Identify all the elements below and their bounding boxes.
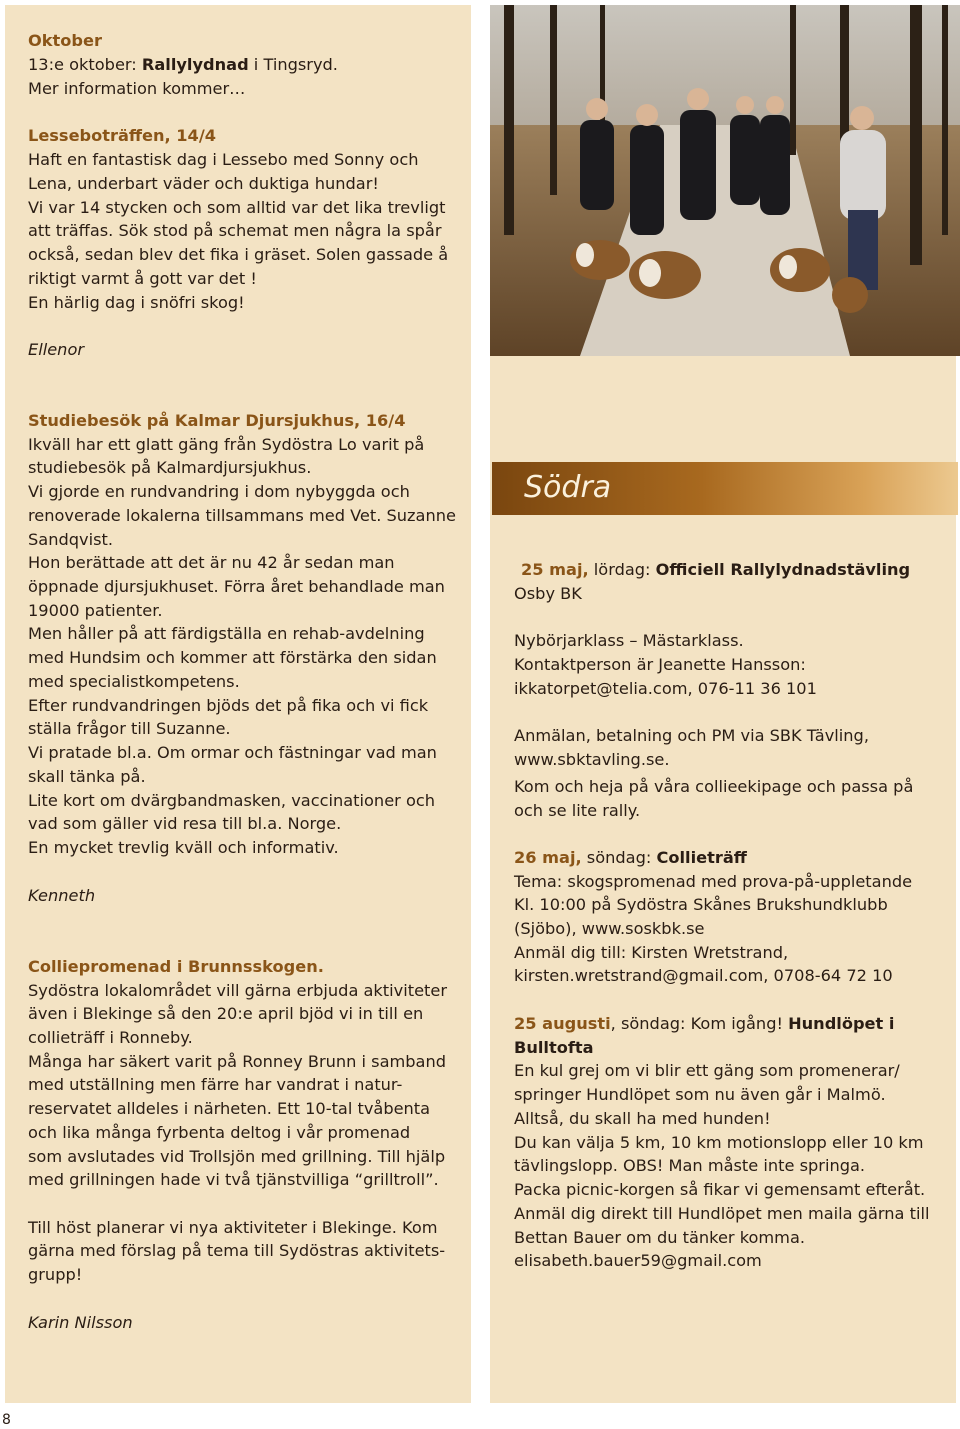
sodra-event3-line: elisabeth.bauer59@gmail.com <box>514 1251 762 1270</box>
kalmar-line: skall tänka på. <box>28 767 146 786</box>
oktober-line-2: Mer information kommer… <box>28 79 246 98</box>
brunn-line: collieträff i Ronneby. <box>28 1028 193 1047</box>
sodra-event2-day: söndag: <box>581 848 657 867</box>
oktober-line-1-bold: Rallylydnad <box>141 55 249 74</box>
lessebo-line: Lena, underbart väder och duktiga hundar! <box>28 174 379 193</box>
sodra-event1-line: Kontaktperson är Jeanette Hansson: <box>514 655 806 674</box>
brunn-line: grupp! <box>28 1265 83 1284</box>
brunn-line: och lika många fyrbenta deltog i vår promenad <box>28 1123 411 1142</box>
kalmar-line: Vi pratade bl.a. Om ormar och fästningar vad man <box>28 743 437 762</box>
sodra-event1-line: Nybörjarklass – Mästarklass. <box>514 631 744 650</box>
kalmar-line: ställa frågor till Suzanne. <box>28 719 231 738</box>
sodra-event1-line: ikkatorpet@telia.com, 076-11 36 101 <box>514 679 817 698</box>
sodra-event1-line: och se lite rally. <box>514 801 641 820</box>
kalmar-line: vad som gäller vid resa till bl.a. Norge. <box>28 814 342 833</box>
kalmar-line: med Hundsim och kommer att förstärka den sidan <box>28 648 437 667</box>
brunn-line: reservatet alldeles i närheten. Ett 10-tal tvåbenta <box>28 1099 431 1118</box>
oktober-heading: Oktober <box>28 31 102 50</box>
lessebo-line: att träffas. Sök stod på schemat men några la spår <box>28 221 442 240</box>
sodra-event3-line: Anmäl dig direkt till Hundlöpet men maila gärna till <box>514 1204 930 1223</box>
brunn-line: gärna med förslag på tema till Sydöstras aktivitets- <box>28 1241 446 1260</box>
sodra-event3-line: springer Hundlöpet som nu även går i Malmö. <box>514 1085 886 1104</box>
sodra-event2-line: (Sjöbo), www.soskbk.se <box>514 919 705 938</box>
sodra-event2-line: Tema: skogspromenad med prova-på-uppletande <box>514 872 913 891</box>
oktober-line-1-pre: 13:e oktober: <box>28 55 142 74</box>
sodra-title: Södra <box>524 470 612 505</box>
brunn-line: Sydöstra lokalområdet vill gärna erbjuda aktiviteter <box>28 981 447 1000</box>
oktober-line-1 <box>28 53 338 77</box>
sodra-event3-date: 25 augusti <box>514 1014 611 1033</box>
kalmar-line: öppnade djursjukhuset. Förra året behandlade man <box>28 577 445 596</box>
sodra-section-band <box>492 462 958 515</box>
brunn-heading: Colliepromenad i Brunnsskogen. <box>28 957 324 976</box>
brunn-line: med utställning men färre har vandrat i natur- <box>28 1075 403 1094</box>
lessebo-line: också, sedan blev det fika i gräset. Solen gassade å <box>28 245 449 264</box>
sodra-event2-name: Collieträff <box>656 848 747 867</box>
sodra-event3-line: Packa picnic-korgen så fikar vi gemensamt efteråt. <box>514 1180 926 1199</box>
kalmar-line: Ikväll har ett glatt gäng från Sydöstra Lo varit på <box>28 435 425 454</box>
sodra-event2-line: Anmäl dig till: Kirsten Wretstrand, <box>514 943 789 962</box>
brunn-line: med grillningen hade vi två tjänstvilliga “grilltroll”. <box>28 1170 439 1189</box>
sodra-event3-line: En kul grej om vi blir ett gäng som promenerar/ <box>514 1061 900 1080</box>
sodra-event1-line: Anmälan, betalning och PM via SBK Tävling, <box>514 726 869 745</box>
sodra-event2-line: Kl. 10:00 på Sydöstra Skånes Brukshundklubb <box>514 895 888 914</box>
kalmar-line: Men håller på att färdigställa en rehab-avdelning <box>28 624 425 643</box>
lessebo-line: riktigt varmt å gott var det ! <box>28 269 257 288</box>
page-number: 8 <box>2 1412 11 1428</box>
sodra-event3-title <box>514 1012 894 1036</box>
brunn-signature: Karin Nilsson <box>28 1313 133 1332</box>
sodra-event3-day: , söndag: Kom igång! <box>610 1014 789 1033</box>
brunn-line: som avslutades vid Trollsjön med grillning. Till hjälp <box>28 1147 446 1166</box>
photo-collie-walk <box>490 5 960 356</box>
sodra-event3-line: Bettan Bauer om du tänker komma. <box>514 1228 806 1247</box>
kalmar-line: Vi gjorde en rundvandring i dom nybyggda och <box>28 482 410 501</box>
sodra-event1-title <box>521 558 910 582</box>
lessebo-heading: Lesseboträffen, 14/4 <box>28 126 216 145</box>
lessebo-signature: Ellenor <box>28 340 85 359</box>
kalmar-line: 19000 patienter. <box>28 601 163 620</box>
sodra-event2-date: 26 maj, <box>514 848 582 867</box>
sodra-event1-line: Kom och heja på våra collieekipage och passa på <box>514 777 914 796</box>
photo-illustration <box>490 5 960 356</box>
kalmar-line: renoverade lokalerna tillsammans med Vet. Suzanne <box>28 506 456 525</box>
sodra-event1-date: 25 maj, <box>521 560 589 579</box>
brunn-line: även i Blekinge så den 20:e april bjöd vi in till en <box>28 1004 424 1023</box>
oktober-line-1-post: i Tingsryd. <box>248 55 338 74</box>
kalmar-line: studiebesök på Kalmardjursjukhus. <box>28 458 312 477</box>
brunn-line: Till höst planerar vi nya aktiviteter i Blekinge. Kom <box>28 1218 438 1237</box>
sodra-event3-line: Alltså, du skall ha med hunden! <box>514 1109 771 1128</box>
sodra-event1-line: www.sbktavling.se. <box>514 750 670 769</box>
sodra-event3-line: Du kan välja 5 km, 10 km motionslopp eller 10 km <box>514 1133 924 1152</box>
sodra-event1-name: Officiell Rallylydnadstävling <box>655 560 911 579</box>
brunn-line: Många har säkert varit på Ronney Brunn i samband <box>28 1052 447 1071</box>
sodra-event3-name-2: Bulltofta <box>514 1038 594 1057</box>
lessebo-line: En härlig dag i snöfri skog! <box>28 293 245 312</box>
kalmar-signature: Kenneth <box>28 886 96 905</box>
sodra-event2-title <box>514 846 747 870</box>
sodra-event3-name-1: Hundlöpet i <box>788 1014 895 1033</box>
kalmar-line: Lite kort om dvärgbandmasken, vaccinationer och <box>28 791 436 810</box>
lessebo-line: Vi var 14 stycken och som alltid var det lika trevligt <box>28 198 446 217</box>
sodra-event1-line: Osby BK <box>514 584 582 603</box>
sodra-event3-line: tävlingslopp. OBS! Man måste inte springa. <box>514 1156 866 1175</box>
sodra-event1-day: lördag: <box>588 560 656 579</box>
kalmar-line: Hon berättade att det är nu 42 år sedan man <box>28 553 395 572</box>
kalmar-line: med specialistkompetens. <box>28 672 240 691</box>
kalmar-heading: Studiebesök på Kalmar Djursjukhus, 16/4 <box>28 411 406 430</box>
sodra-event2-line: kirsten.wretstrand@gmail.com, 0708-64 72 10 <box>514 966 893 985</box>
kalmar-line: Efter rundvandringen bjöds det på fika och vi fick <box>28 696 429 715</box>
kalmar-line: En mycket trevlig kväll och informativ. <box>28 838 339 857</box>
lessebo-line: Haft en fantastisk dag i Lessebo med Sonny och <box>28 150 419 169</box>
kalmar-line: Sandqvist. <box>28 530 114 549</box>
